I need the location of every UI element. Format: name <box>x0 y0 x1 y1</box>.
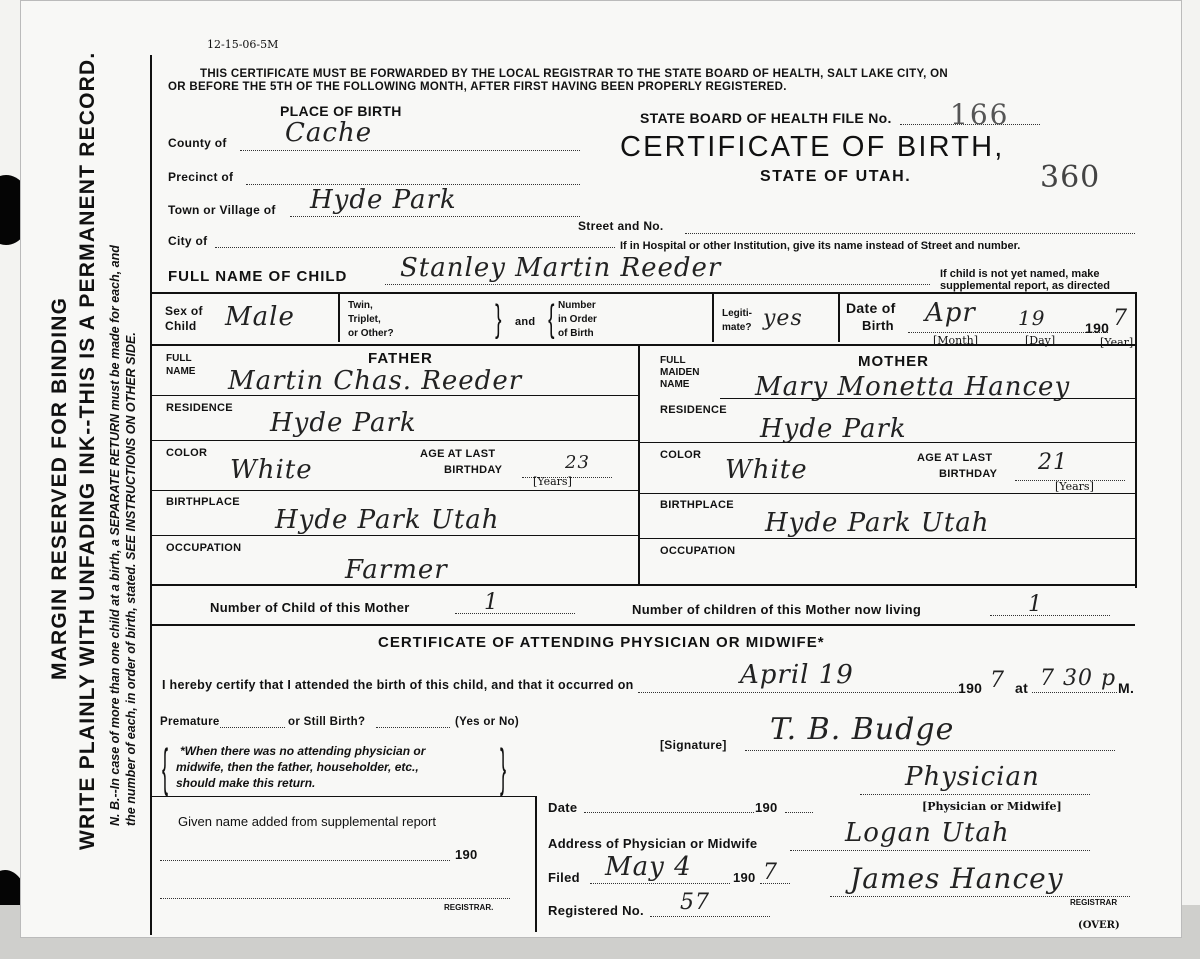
date-label-1: Date of <box>846 300 896 316</box>
date-divider <box>838 294 840 342</box>
county-line <box>240 150 580 151</box>
margin-reserved-note: MARGIN RESERVED FOR BINDING <box>48 296 71 680</box>
mother-age-label-1: AGE AT LAST <box>917 452 993 464</box>
certify-date-value: April 19 <box>740 660 854 690</box>
margin-rule <box>150 55 152 935</box>
father-birthplace-value: Hyde Park Utah <box>275 505 500 535</box>
father-residence-rule <box>150 440 638 441</box>
supplemental-rule-right <box>535 796 537 932</box>
supplemental-rule-top <box>150 796 535 797</box>
father-age-value: 23 <box>565 452 590 473</box>
signature-value: T. B. Budge <box>770 712 955 747</box>
premature-label: Premature <box>160 716 220 728</box>
rule-parents-top <box>150 344 1135 346</box>
signature-line <box>745 750 1115 751</box>
certify-at-label: at <box>1015 680 1029 696</box>
note-line-1: *When there was no attending physician or <box>180 744 426 758</box>
living-children-value: 1 <box>1028 592 1043 617</box>
registrar-signature: James Hancey <box>850 862 1064 895</box>
registered-value: 57 <box>680 890 710 915</box>
birth-year-prefix: 190 <box>1085 320 1110 336</box>
father-occupation-label: OCCUPATION <box>166 542 242 554</box>
mother-heading: MOTHER <box>858 353 929 370</box>
year-caption: [Year] <box>1100 336 1134 349</box>
supplemental-label: Given name added from supplemental report <box>178 814 436 829</box>
mother-color-value: White <box>725 455 808 485</box>
rule-parents-center <box>638 344 640 584</box>
child-name-label: FULL NAME OF CHILD <box>168 268 348 285</box>
sex-label-1: Sex of <box>165 304 203 318</box>
filed-year-line <box>760 883 790 884</box>
father-residence-label: RESIDENCE <box>166 402 233 414</box>
county-label: County of <box>168 136 227 150</box>
physician-heading: CERTIFICATE OF ATTENDING PHYSICIAN OR MIDWIFE* <box>378 634 825 651</box>
brace-right: { <box>548 298 555 340</box>
street-label: Street and No. <box>578 219 664 233</box>
registered-line <box>650 916 770 917</box>
child-name-line <box>385 284 930 285</box>
certify-text: I hereby certify that I attended the birth of this child, and that it occurred on <box>162 678 634 692</box>
father-color-label: COLOR <box>166 447 208 459</box>
file-number-value: 166 <box>950 98 1010 131</box>
father-age-label-2: BIRTHDAY <box>444 464 503 476</box>
date-label: Date <box>548 800 578 815</box>
city-label: City of <box>168 234 208 248</box>
order-label-3: of Birth <box>558 328 594 339</box>
mother-residence-rule <box>640 442 1135 443</box>
date-label-2: Birth <box>862 318 894 333</box>
twin-label-1: Twin, <box>348 300 373 311</box>
mother-color-label: COLOR <box>660 449 702 461</box>
twin-label-2: Triplet, <box>348 314 381 325</box>
local-number-value: 360 <box>1040 160 1101 195</box>
father-full-label-1: FULL <box>166 353 192 364</box>
father-heading: FATHER <box>368 350 433 367</box>
supplemental-registrar-label: REGISTRAR. <box>444 903 494 912</box>
hospital-note: If in Hospital or other Institution, give its name instead of Street and number. <box>620 240 1021 252</box>
birth-date-certify-line <box>638 692 958 693</box>
child-number-value: 1 <box>484 590 499 615</box>
child-number-label: Number of Child of this Mother <box>210 600 410 615</box>
date-year-line <box>785 812 813 813</box>
mother-age-value: 21 <box>1038 450 1068 475</box>
notice-line-2: OR BEFORE THE 5TH OF THE FOLLOWING MONTH, AFTER FIRST HAVING BEEN PROPERLY REGISTERED. <box>168 81 787 93</box>
certify-m-label: M. <box>1118 680 1135 696</box>
form-code: 12-15-06-5M <box>207 38 279 51</box>
certificate-title: CERTIFICATE OF BIRTH, <box>620 131 1005 163</box>
county-value: Cache <box>285 118 373 148</box>
supplemental-year-prefix: 190 <box>455 847 478 862</box>
mother-birthplace-rule <box>640 538 1135 539</box>
mother-color-rule <box>640 493 1135 494</box>
certify-time-line <box>1032 692 1117 693</box>
birth-year-suffix: 7 <box>1113 306 1128 331</box>
place-of-birth-heading: PLACE OF BIRTH <box>280 103 402 119</box>
physician-title-label: [Physician or Midwife] <box>922 800 1062 813</box>
filed-year-prefix: 190 <box>733 870 756 885</box>
filed-value: May 4 <box>605 852 692 882</box>
over-label: (OVER) <box>1078 920 1120 931</box>
note-line-2: midwife, then the father, householder, etc., <box>176 760 419 774</box>
mother-residence-value: Hyde Park <box>760 414 907 444</box>
supplemental-line <box>160 860 450 861</box>
father-color-value: White <box>230 455 313 485</box>
order-label-2: in Order <box>558 314 597 325</box>
nb-note-line1: N. B.--In case of more than one child at a birth, a SEPARATE RETURN must be made for each, and <box>108 245 122 826</box>
mother-residence-label: RESIDENCE <box>660 404 727 416</box>
mother-name-value: Mary Monetta Hancey <box>755 372 1071 402</box>
nb-note-line2: the number of each, in order of birth, stated. SEE INSTRUCTIONS ON OTHER SIDE. <box>124 332 138 826</box>
rule-parents-bottom <box>150 584 1135 586</box>
notice-line-1: THIS CERTIFICATE MUST BE FORWARDED BY THE LOCAL REGISTRAR TO THE STATE BOARD OF HEALTH, SALT LAKE CITY, ON <box>200 68 948 80</box>
town-value: Hyde Park <box>310 185 457 215</box>
mother-occupation-label: OCCUPATION <box>660 545 736 557</box>
file-number-label: STATE BOARD OF HEALTH FILE No. <box>640 110 892 126</box>
and-label: and <box>515 316 536 328</box>
registered-label: Registered No. <box>548 903 644 918</box>
town-label: Town or Village of <box>168 203 276 217</box>
living-children-line <box>990 615 1110 616</box>
birth-date-line <box>908 332 1108 333</box>
rule-physician-top <box>150 624 1135 626</box>
date-year-prefix: 190 <box>755 800 778 815</box>
filed-line <box>590 883 730 884</box>
certify-year-prefix: 190 <box>958 680 983 696</box>
city-line <box>215 247 615 248</box>
child-name-value: Stanley Martin Reeder <box>400 253 722 283</box>
premature-line <box>220 727 285 728</box>
legit-label-1: Legiti- <box>722 308 752 319</box>
day-caption: [Day] <box>1025 334 1056 347</box>
town-line <box>290 216 580 217</box>
note-brace-right: } <box>500 739 507 797</box>
stillbirth-label: or Still Birth? <box>288 716 366 728</box>
rule-top <box>150 292 1135 294</box>
birth-month-value: Apr <box>925 298 976 328</box>
registrar-label: REGISTRAR <box>1070 898 1118 907</box>
mother-years-caption: [Years] <box>1055 480 1094 493</box>
mother-full-label-2: MAIDEN <box>660 367 700 378</box>
father-full-label-2: NAME <box>166 366 196 377</box>
filed-year-suffix: 7 <box>763 860 778 885</box>
father-birthplace-rule <box>150 535 638 536</box>
state-label: STATE OF UTAH. <box>760 168 912 185</box>
father-occupation-value: Farmer <box>345 555 448 585</box>
street-line <box>685 233 1135 234</box>
note-line-3: should make this return. <box>176 776 316 790</box>
physician-title-line <box>860 794 1090 795</box>
margin-instruction: WRITE PLAINLY WITH UNFADING INK--THIS IS A PERMANENT RECORD. <box>76 51 99 850</box>
sex-value: Male <box>225 302 295 332</box>
father-birthplace-label: BIRTHPLACE <box>166 496 240 508</box>
address-value: Logan Utah <box>845 818 1010 848</box>
mother-full-label-1: FULL <box>660 355 686 366</box>
father-name-rule <box>150 395 638 396</box>
certify-time-value: 7 30 p <box>1040 666 1117 691</box>
unnamed-note-1: If child is not yet named, make <box>940 268 1100 280</box>
order-label-1: Number <box>558 300 596 311</box>
father-name-value: Martin Chas. Reeder <box>228 366 523 396</box>
mother-birthplace-value: Hyde Park Utah <box>765 508 990 538</box>
stillbirth-line <box>376 727 450 728</box>
father-age-label-1: AGE AT LAST <box>420 448 496 460</box>
address-label: Address of Physician or Midwife <box>548 836 758 851</box>
date-line <box>584 812 754 813</box>
certify-year-suffix: 7 <box>990 668 1005 693</box>
yesno-label: (Yes or No) <box>455 716 520 728</box>
supplemental-registrar-line <box>160 898 510 899</box>
unnamed-note-2: supplemental report, as directed <box>940 280 1110 292</box>
sex-label-2: Child <box>165 319 197 333</box>
birth-day-value: 19 <box>1018 306 1046 330</box>
address-line <box>790 850 1090 851</box>
mother-full-label-3: NAME <box>660 379 690 390</box>
father-color-rule <box>150 490 638 491</box>
physician-title-value: Physician <box>905 762 1040 792</box>
twin-label-3: or Other? <box>348 328 394 339</box>
sex-divider <box>338 294 340 342</box>
mother-name-rule <box>720 398 1135 399</box>
child-number-line <box>455 613 575 614</box>
father-years-caption: [Years] <box>533 475 572 488</box>
brace-left: } <box>495 298 502 340</box>
mother-birthplace-label: BIRTHPLACE <box>660 499 734 511</box>
rule-right <box>1135 292 1137 588</box>
registrar-line <box>830 896 1130 897</box>
father-residence-value: Hyde Park <box>270 408 417 438</box>
filed-label: Filed <box>548 870 580 885</box>
precinct-label: Precinct of <box>168 170 234 184</box>
month-caption: [Month] <box>933 334 979 347</box>
legit-label-2: mate? <box>722 322 752 333</box>
signature-label: [Signature] <box>660 738 727 752</box>
legit-divider <box>712 294 714 342</box>
legit-value: yes <box>763 306 803 331</box>
living-children-label: Number of children of this Mother now living <box>632 602 922 617</box>
mother-age-label-2: BIRTHDAY <box>939 468 998 480</box>
note-brace-left: { <box>162 739 169 797</box>
